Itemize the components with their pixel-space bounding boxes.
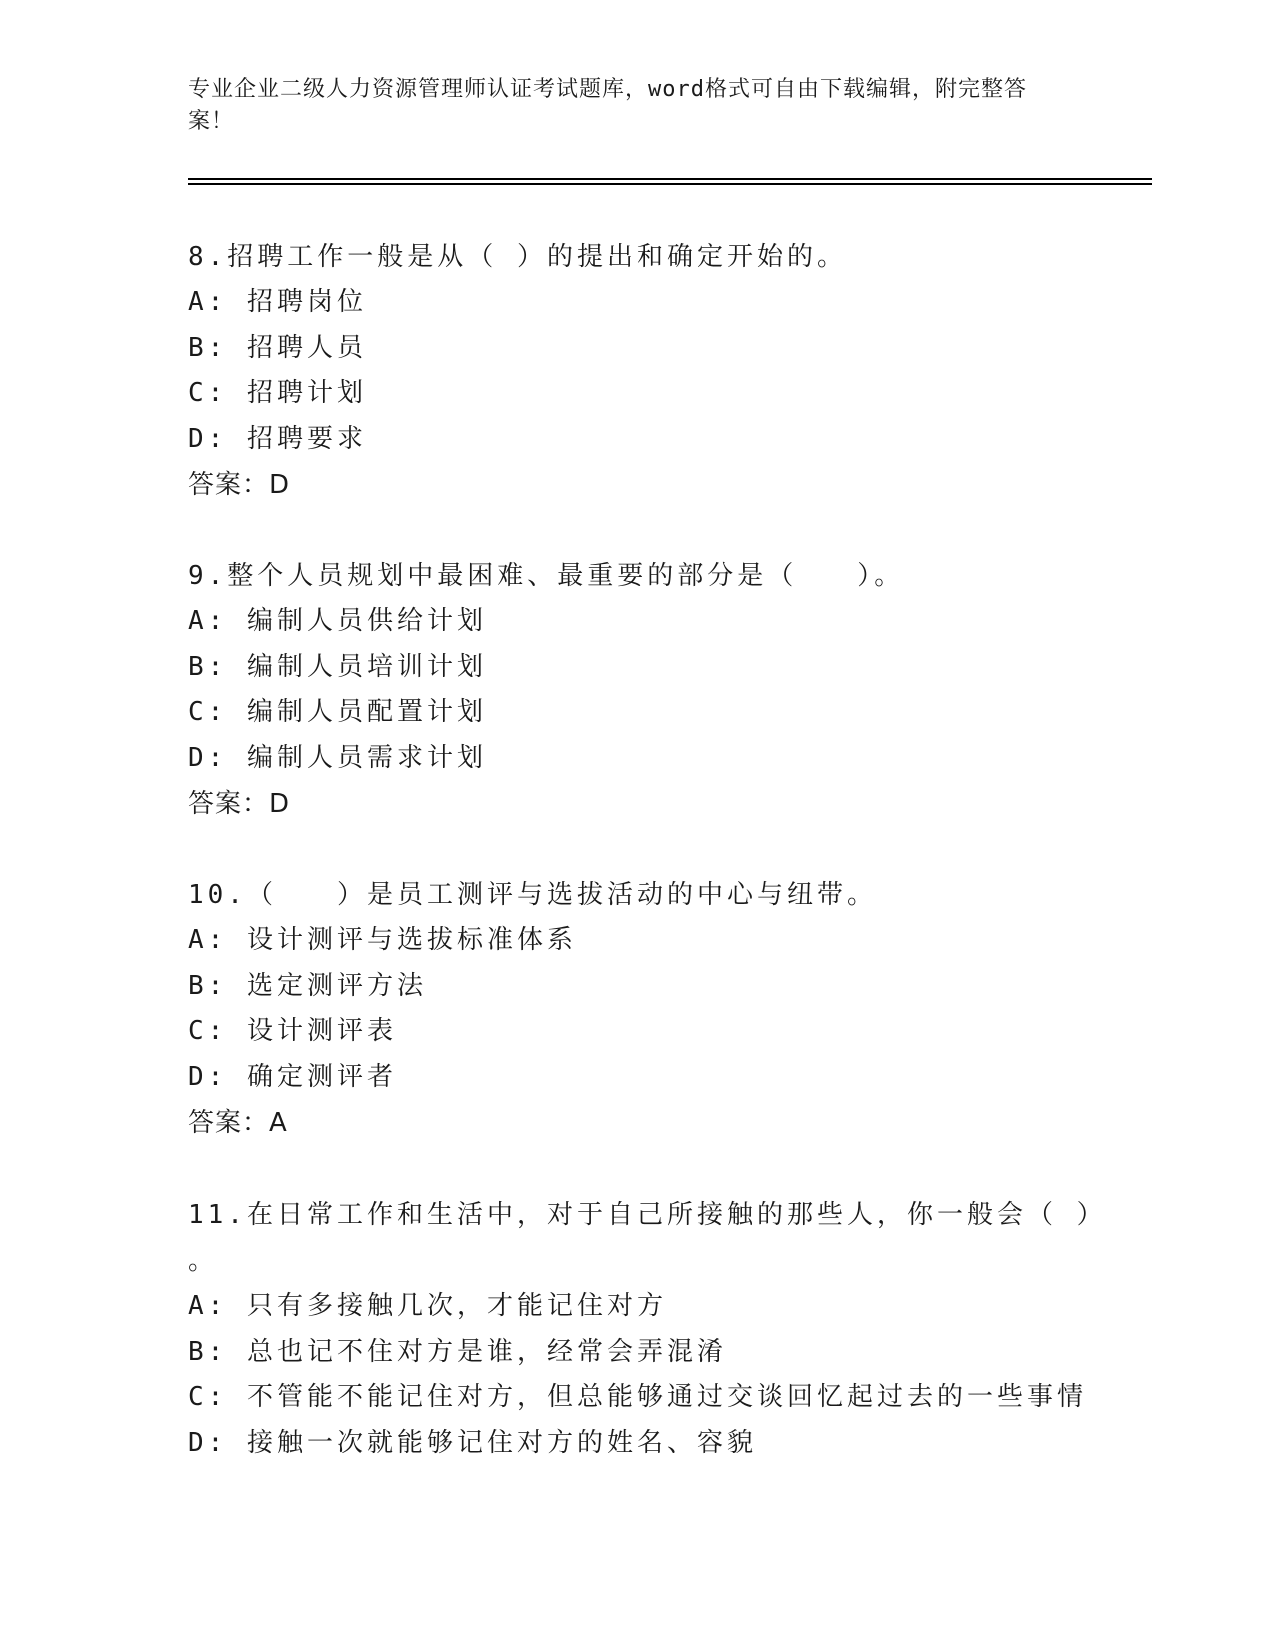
answer: 答案：A (188, 1108, 288, 1138)
option-b: B: 编制人员培训计划 (188, 651, 487, 682)
question-9 (188, 553, 1108, 827)
option-d: D: 编制人员需求计划 (188, 742, 487, 773)
option-b: B: 招聘人员 (188, 332, 367, 363)
option-d: D: 招聘要求 (188, 423, 367, 454)
question-11 (188, 1192, 1108, 1466)
option-c: C: 设计测评表 (188, 1016, 397, 1046)
question-stem: 11.在日常工作和生活中，对于自己所接触的那些人，你一般会（ ） (188, 1200, 1107, 1230)
option-a: A: 招聘岗位 (188, 287, 367, 317)
question-stem: 8.招聘工作一般是从（ ）的提出和确定开始的。 (188, 242, 847, 272)
question-8 (188, 234, 1108, 508)
question-stem-continuation: 。 (188, 1246, 219, 1276)
option-b: B: 选定测评方法 (188, 970, 427, 1001)
option-c: C: 招聘计划 (188, 378, 367, 408)
answer: 答案：D (188, 470, 291, 500)
option-c: C: 不管能不能记住对方，但总能够通过交谈回忆起过去的一些事情 (188, 1382, 1087, 1412)
option-b: B: 总也记不住对方是谁，经常会弄混淆 (188, 1336, 727, 1367)
option-a: A: 编制人员供给计划 (188, 606, 487, 636)
question-stem: 9.整个人员规划中最困难、最重要的部分是（ ）。 (188, 561, 905, 591)
option-a: A: 设计测评与选拔标准体系 (188, 925, 577, 955)
header-divider-line (188, 178, 1152, 180)
option-a: A: 只有多接触几次，才能记住对方 (188, 1291, 667, 1321)
question-stem: 10.（ ）是员工测评与选拔活动的中心与纽带。 (188, 880, 877, 910)
header-divider-line-double (188, 183, 1152, 185)
document-header-intro: 专业企业二级人力资源管理师认证考试题库，word格式可自由下载编辑，附完整答案！ (188, 77, 1027, 134)
option-d: D: 确定测评者 (188, 1061, 397, 1092)
option-c: C: 编制人员配置计划 (188, 697, 487, 727)
answer: 答案：D (188, 789, 291, 819)
question-10 (188, 872, 1108, 1146)
option-d: D: 接触一次就能够记住对方的姓名、容貌 (188, 1427, 757, 1458)
